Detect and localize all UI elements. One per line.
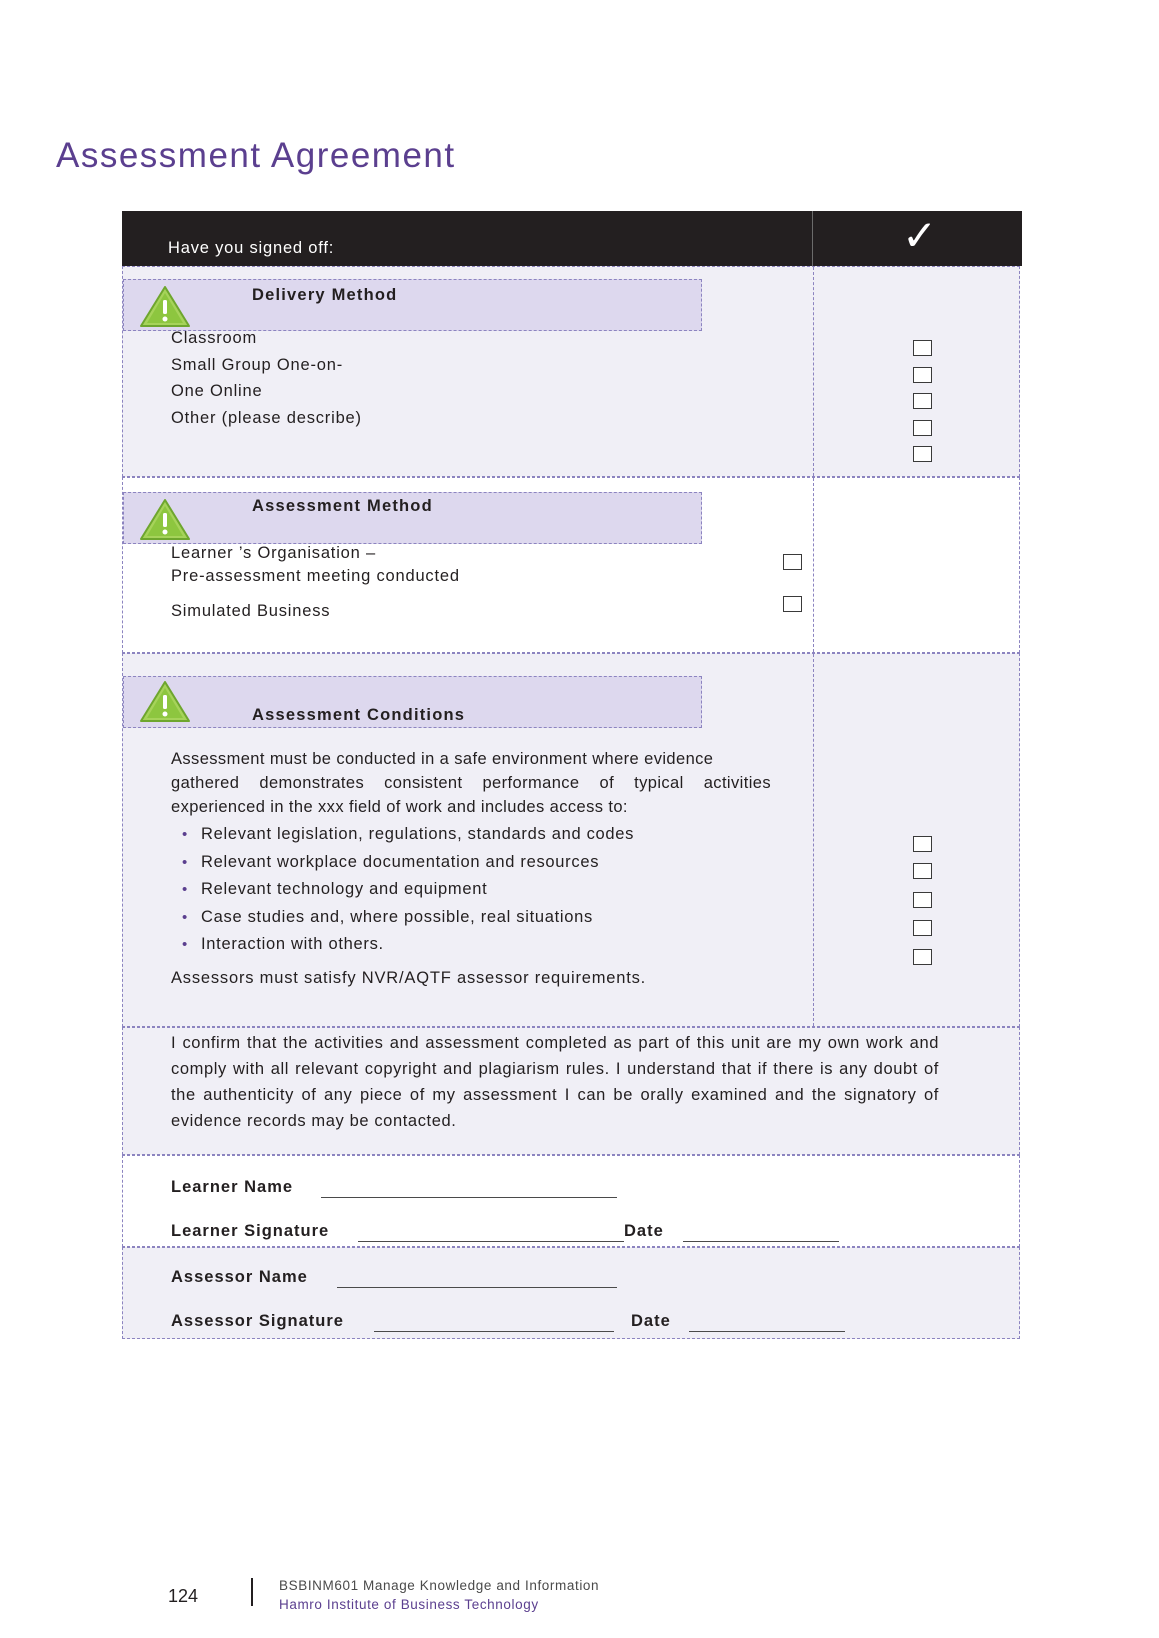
learner-signature-field[interactable] [358, 1241, 624, 1242]
footer-divider [251, 1578, 253, 1606]
list-item [171, 880, 487, 899]
learner-signoff-section [122, 1155, 1020, 1247]
delivery-checkbox[interactable] [913, 393, 932, 409]
warning-triangle-icon [138, 679, 192, 725]
delivery-item-online: One Online [171, 382, 263, 400]
assessor-signoff-section [122, 1247, 1020, 1339]
assessment-conditions-title: Assessment Conditions [252, 706, 466, 724]
list-item [171, 825, 634, 844]
delivery-checkbox[interactable] [913, 420, 932, 436]
method-item-learner-org: Learner ’s Organisation – [171, 544, 376, 562]
page-number: 124 [168, 1586, 199, 1606]
delivery-item-small-group: Small Group One-on- [171, 356, 344, 374]
delivery-checkbox[interactable] [913, 340, 932, 356]
conditions-checkbox[interactable] [913, 920, 932, 936]
bullet-icon: • [182, 854, 188, 871]
assessment-method-banner [123, 492, 702, 544]
column-divider [813, 478, 814, 652]
conditions-intro [171, 747, 771, 819]
conditions-closing: Assessors must satisfy NVR/AQTF assessor requirements. [171, 969, 647, 987]
method-checkbox[interactable] [783, 596, 802, 612]
method-checkbox[interactable] [783, 554, 802, 570]
assessment-agreement-form [122, 211, 1022, 1351]
assessor-signature-label: Assessor Signature [171, 1312, 344, 1330]
method-item-simulated-business: Simulated Business [171, 602, 331, 620]
list-item-text: Relevant technology and equipment [201, 880, 488, 898]
learner-name-label: Learner Name [171, 1178, 294, 1196]
list-item [171, 908, 593, 927]
checkmark-icon: ✓ [902, 211, 938, 260]
conditions-intro-line: experienced in the xxx field of work and includes access to: [171, 798, 628, 816]
conditions-intro-line: Assessment must be conducted in a safe environment where evidence [171, 750, 714, 768]
bullet-icon: • [182, 881, 188, 898]
conditions-intro-line: gathered demonstrates consistent performance of typical activities [171, 774, 771, 792]
assessor-date-label: Date [631, 1312, 671, 1330]
bullet-icon: • [182, 909, 188, 926]
conditions-checkbox[interactable] [913, 836, 932, 852]
delivery-method-title: Delivery Method [252, 286, 398, 304]
footer-institute: Hamro Institute of Business Technology [279, 1597, 539, 1612]
list-item-text: Relevant workplace documentation and resources [201, 853, 600, 871]
assessment-method-title: Assessment Method [252, 497, 433, 515]
learner-date-label: Date [624, 1222, 664, 1240]
conditions-checkbox[interactable] [913, 949, 932, 965]
confirmation-section [122, 1027, 1020, 1155]
conditions-checkbox[interactable] [913, 863, 932, 879]
learner-signature-label: Learner Signature [171, 1222, 330, 1240]
list-item-text: Relevant legislation, regulations, standards and codes [201, 825, 635, 843]
method-item-pre-assessment: Pre-assessment meeting conducted [171, 567, 460, 585]
delivery-checkbox[interactable] [913, 446, 932, 462]
footer-course-title: BSBINM601 Manage Knowledge and Information [279, 1578, 600, 1593]
bullet-icon: • [182, 826, 188, 843]
confirmation-statement: I confirm that the activities and assessment completed as part of this unit are my own work and comply with all relevant copyright and plagiarism rules. I understand that if there is any doubt of the authenticity of any piece of my assessment I can be orally examined and the signatory of evidence records may be contacted. [171, 1034, 939, 1130]
list-item-text: Interaction with others. [201, 935, 384, 953]
assessment-method-section [122, 477, 1020, 653]
assessor-date-field[interactable] [689, 1331, 845, 1332]
signoff-header [122, 211, 1022, 266]
bullet-icon: • [182, 936, 188, 953]
header-divider [812, 211, 813, 266]
assessor-signature-field[interactable] [374, 1331, 614, 1332]
delivery-item-other: Other (please describe) [171, 409, 362, 427]
column-divider [813, 267, 814, 476]
delivery-method-banner [123, 279, 702, 331]
delivery-checkbox[interactable] [913, 367, 932, 383]
page-title: Assessment Agreement [56, 136, 456, 175]
list-item-text: Case studies and, where possible, real situations [201, 908, 593, 926]
list-item [171, 935, 384, 954]
signoff-header-label: Have you signed off: [168, 239, 335, 257]
delivery-item-classroom: Classroom [171, 329, 258, 347]
column-divider [813, 654, 814, 1026]
delivery-method-section [122, 266, 1020, 477]
assessment-conditions-section [122, 653, 1020, 1027]
list-item [171, 853, 599, 872]
assessment-conditions-banner [123, 676, 702, 728]
assessor-name-field[interactable] [337, 1287, 617, 1288]
learner-name-field[interactable] [321, 1197, 617, 1198]
assessor-name-label: Assessor Name [171, 1268, 308, 1286]
warning-triangle-icon [138, 497, 192, 543]
warning-triangle-icon [138, 284, 192, 330]
conditions-checkbox[interactable] [913, 892, 932, 908]
learner-date-field[interactable] [683, 1241, 839, 1242]
